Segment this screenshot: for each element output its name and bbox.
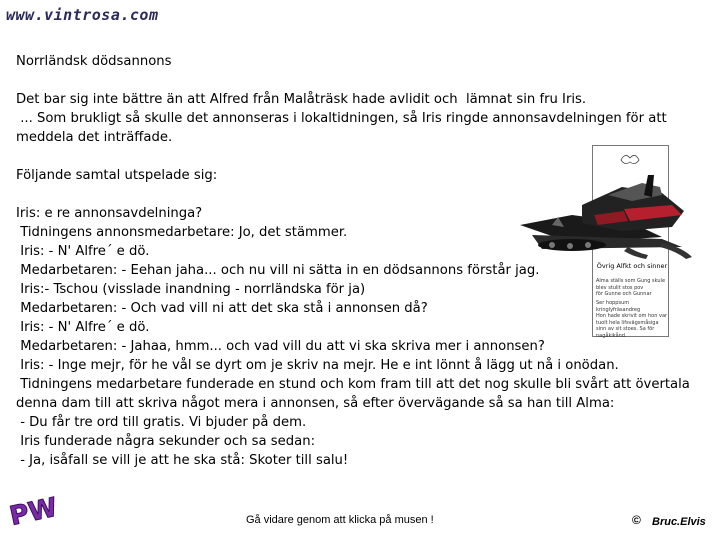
notice-title: Övrig Alfkt och sinner	[596, 262, 668, 270]
site-url: www.vintrosa.com	[6, 6, 159, 24]
article-intro: Det bar sig inte bättre än att Alfred från Malåträsk hade avlidit och lämnat sin fru Iris. ... Som brukligt så skulle det annonseras i lokaltidningen, så Iris ringde annonsavdelningen för att meddela det inträffade.	[16, 92, 667, 145]
continue-link[interactable]: Gå vidare genom att klicka på musen !	[246, 514, 434, 526]
author-name: Bruc.Elvis	[652, 516, 706, 528]
dialogue-line: Medarbetaren: - Jahaa, hmm... och vad vill du att vi ska skriva mer i annonsen?	[16, 339, 545, 354]
dialogue-line: - Du får tre ord till gratis. Vi bjuder på dem.	[16, 415, 307, 430]
dialogue-line: Iris: - Inge mejr, för he vål se dyrt om je skriv na mejr. He e int lönnt å lägg ut nå i onödan.	[16, 358, 619, 373]
pw-logo-icon	[6, 488, 60, 532]
article-lead-in: Följande samtal utspelade sig:	[16, 168, 218, 183]
snowmobile-image	[512, 165, 700, 265]
notice-text-2: Ser hoppsum kringlyfräsandreg Hon hade skrivit om hon var tuolt hela lifsvägsmåsiga sinn av sit stoes. Sa för nagåkikånd.	[596, 300, 668, 339]
dialogue-line: Tidningens annonsmedarbetare: Jo, det stämmer.	[16, 225, 348, 240]
dialogue-line: Medarbetaren: - Eehan jaha... och nu vill ni sätta in en dödsannons förstår jag.	[16, 263, 540, 278]
copyright-icon: ©	[632, 513, 641, 527]
dialogue-line: Medarbetaren: - Och vad vill ni att det ska stå i annonsen då?	[16, 301, 428, 316]
dialogue-line: Iris: - N' Alfre´ e dö.	[16, 244, 150, 259]
article-title: Norrländsk dödsannons	[16, 54, 172, 69]
notice-text: Alma ställs som Gung skule blev stulit stos pov för Gunne och Gunnar	[596, 278, 666, 297]
dialogue-line: Tidningens medarbetare funderade en stund och kom fram till att det nog skulle bli svårt att övertala denna dam till att skriva något mera i annonsen, så efter övervägande så sa han till Alma:	[16, 377, 695, 411]
dialogue-line: Iris: - N' Alfre´ e dö.	[16, 320, 150, 335]
dialogue-line: Iris: e re annonsavdelninga?	[16, 206, 203, 221]
pw-logo-text: PW	[7, 492, 60, 532]
dialogue-line: Iris funderade några sekunder och sa sedan:	[16, 434, 316, 449]
dialogue-line: - Ja, isåfall se vill je att he ska stå: Skoter till salu!	[16, 453, 349, 468]
dialogue-line: Iris:- Tschou (visslade inandning - norrländska för ja)	[16, 282, 366, 297]
